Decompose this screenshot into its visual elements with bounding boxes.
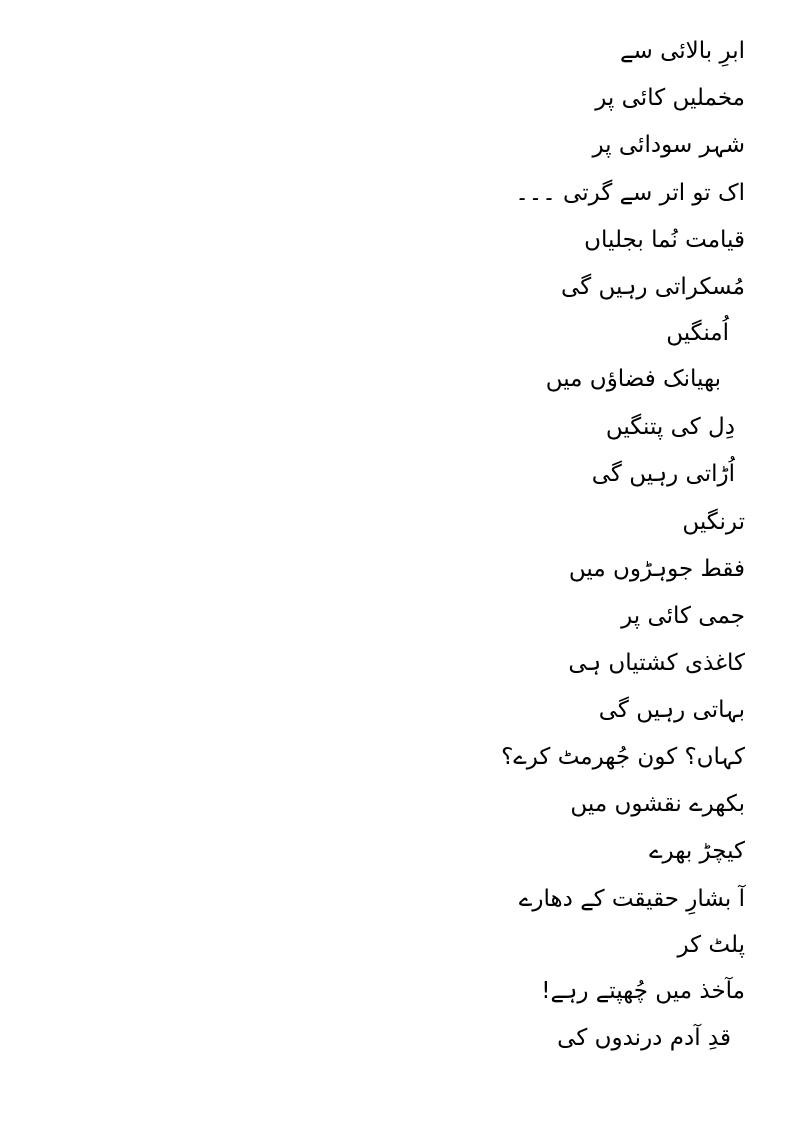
poem-line-6: مُسکراتی رہیں گی bbox=[561, 274, 745, 300]
poem-line-16: کہاں؟ کون جُھرمٹ کرے؟ bbox=[501, 744, 745, 770]
poem-line-1: ابرِ بالائی سے bbox=[620, 38, 745, 64]
poem-line-12: فقط جوہڑوں میں bbox=[568, 556, 745, 582]
poem-line-10: اُڑاتی رہیں گی bbox=[591, 461, 735, 487]
poem-line-2: مخملیں کائی پر bbox=[595, 85, 745, 111]
poem-line-5: قیامت نُما بجلیاں bbox=[584, 227, 745, 253]
poem-line-18: کیچڑ بھرے bbox=[649, 838, 745, 864]
poem-line-9: دِل کی پتنگیں bbox=[605, 414, 735, 440]
poem-line-7: اُمنگیں bbox=[666, 320, 729, 346]
poem-line-14: کاغذی کشتیاں ہی bbox=[568, 650, 745, 676]
poem-line-13: جمی کائی پر bbox=[621, 603, 745, 629]
poem-line-21: مآخذ میں چُھپتے رہے! bbox=[541, 978, 745, 1004]
poem-line-17: بکھرے نقشوں میں bbox=[570, 791, 745, 817]
poem-line-22: قدِ آدم درندوں کی bbox=[557, 1025, 731, 1051]
poem-line-15: بہاتی رہیں گی bbox=[598, 697, 745, 723]
poem-line-4: اک تو اتر سے گرتی ۔۔۔ bbox=[515, 180, 745, 206]
poem-line-8: بھیانک فضاؤں میں bbox=[545, 366, 721, 392]
poem-line-3: شہر سودائی پر bbox=[592, 132, 745, 158]
poem-line-20: پلٹ کر bbox=[677, 932, 745, 958]
poem-line-19: آ بشارِ حقیقت کے دھارے bbox=[518, 886, 745, 912]
poem-line-11: ترنگیں bbox=[682, 509, 745, 535]
